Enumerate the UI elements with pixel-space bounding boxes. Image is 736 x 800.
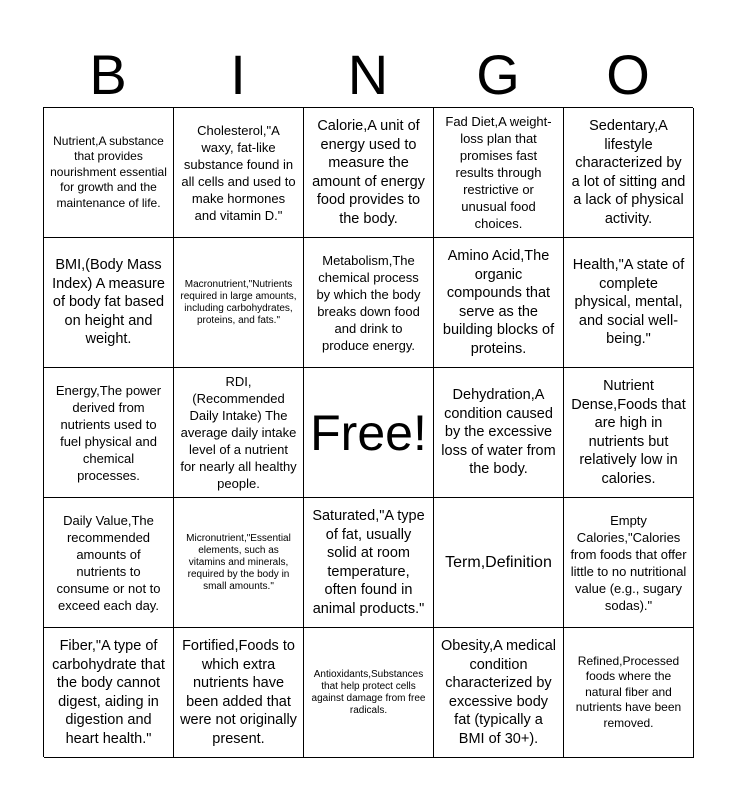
cell-text: Dehydration,A condition caused by the excessive loss of water from the body. [441, 387, 556, 478]
cell-text: Antioxidants,Substances that help protect cells against damage from free radicals. [311, 668, 426, 716]
free-space-cell [304, 368, 434, 498]
bingo-cell [174, 238, 304, 368]
bingo-cell [304, 498, 434, 628]
bingo-cell [44, 628, 174, 758]
bingo-cell [174, 628, 304, 758]
cell-text: Term,Definition [445, 553, 552, 571]
cell-text: Nutrient Dense,Foods that are high in nutrients but relatively low in calories. [571, 378, 686, 487]
header-letter-g: G [476, 43, 520, 106]
cell-text: Fad Diet,A weight-loss plan that promises fast results through restrictive or unusual food choices. [445, 114, 552, 231]
cell-text: Daily Value,The recommended amounts of nutrients to consume or not to exceed each day. [56, 512, 161, 613]
cell-text: Obesity,A medical condition characterized by excessive body fat (typically a BMI of 30+). [441, 638, 556, 747]
bingo-cell [174, 498, 304, 628]
cell-text: Refined,Processed foods where the natural fiber and nutrients have been removed. [575, 653, 682, 730]
bingo-cell [304, 628, 434, 758]
cell-text: Amino Acid,The organic compounds that serve as the building blocks of proteins. [442, 248, 555, 357]
cell-text: Saturated,"A type of fat, usually solid at room temperature, often found in animal products." [312, 508, 425, 617]
bingo-cell [434, 238, 564, 368]
cell-text: Health,"A state of complete physical, mental, and social well-being." [572, 257, 685, 348]
bingo-cell [174, 108, 304, 238]
bingo-cell [174, 368, 304, 498]
header-letter-i: I [230, 43, 246, 106]
cell-text: Calorie,A unit of energy used to measure the amount of energy food provides to the body. [312, 118, 425, 227]
cell-text: RDI,(Recommended Daily Intake) The average daily intake level of a nutrient for nearly all healthy people. [180, 374, 297, 491]
header-letter-o: O [606, 43, 650, 106]
cell-text: Metabolism,The chemical process by which the body breaks down food and drink to produce energy. [316, 252, 421, 353]
bingo-cell [434, 108, 564, 238]
bingo-cell [564, 108, 694, 238]
bingo-cell [44, 238, 174, 368]
free-space-text: Free! [310, 404, 427, 461]
cell-text: Energy,The power derived from nutrients used to fuel physical and chemical processes. [55, 382, 162, 483]
cell-text: Cholesterol,"A waxy, fat-like substance found in all cells and used to make hormones and vitamin D." [181, 122, 296, 223]
bingo-grid [43, 107, 693, 757]
bingo-cell [44, 368, 174, 498]
cell-text: Fortified,Foods to which extra nutrients have been added that were not originally present. [180, 638, 297, 747]
bingo-cell [434, 368, 564, 498]
header-letter-n: N [347, 43, 389, 106]
bingo-cell [434, 628, 564, 758]
cell-text: Nutrient,A substance that provides nourishment essential for growth and the maintenance of life. [50, 133, 167, 210]
bingo-cell [564, 368, 694, 498]
cell-text: Macronutrient,"Nutrients required in large amounts, including carbohydrates, proteins, and fats." [180, 278, 297, 326]
bingo-cell [564, 238, 694, 368]
bingo-cell [44, 108, 174, 238]
cell-text: BMI,(Body Mass Index) A measure of body fat based on height and weight. [52, 257, 165, 348]
bingo-cell [304, 238, 434, 368]
cell-text: Micronutrient,"Essential elements, such as vitamins and minerals, required by the body in small amounts." [186, 532, 291, 592]
cell-text: Fiber,"A type of carbohydrate that the body cannot digest, aiding in digestion and heart health." [52, 638, 165, 747]
cell-text: Sedentary,A lifestyle characterized by a lot of sitting and a lack of physical activity. [571, 118, 686, 227]
bingo-cell [564, 628, 694, 758]
bingo-cell [564, 498, 694, 628]
bingo-cell [304, 108, 434, 238]
cell-text: Empty Calories,"Calories from foods that offer little to no nutritional value (e.g., sugary sodas)." [570, 512, 687, 613]
bingo-cell [434, 498, 564, 628]
bingo-cell [44, 498, 174, 628]
bingo-header [43, 44, 693, 106]
header-letter-b: B [89, 43, 127, 106]
